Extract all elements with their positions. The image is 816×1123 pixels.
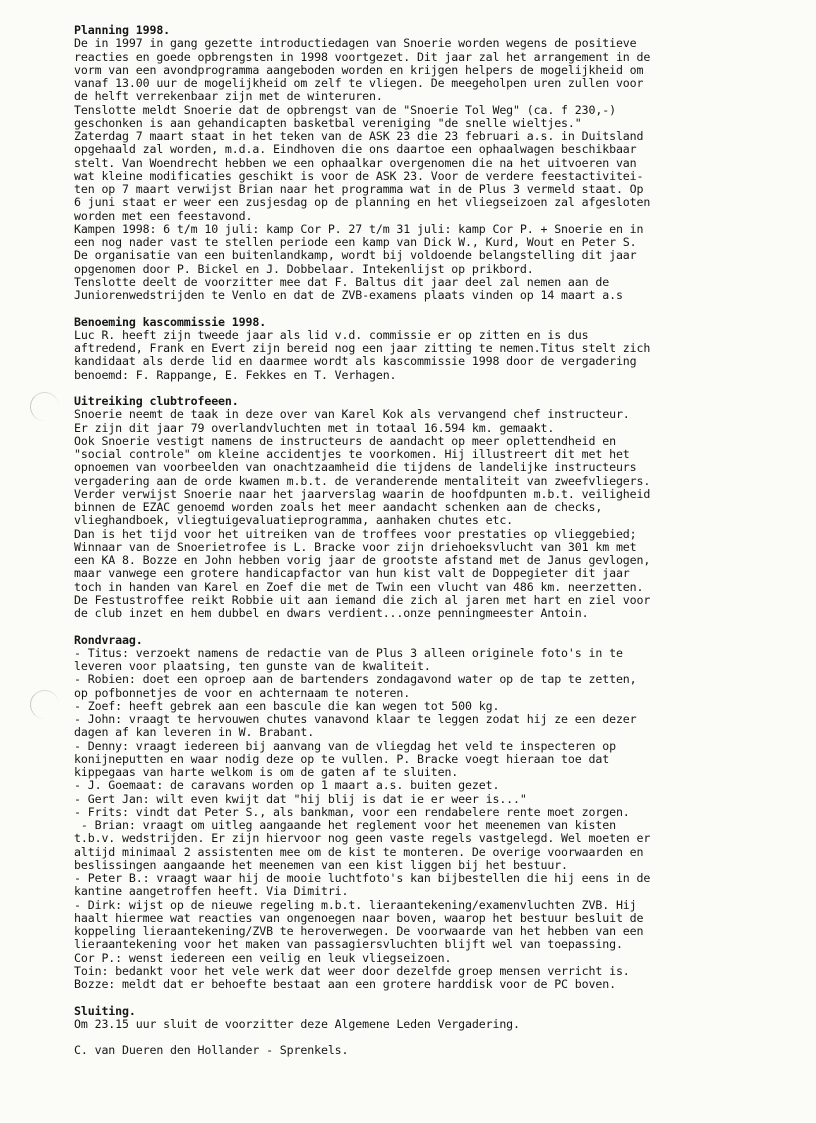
text-line: vorm van een avondprogramma aangeboden worden en krijgen helpers de mogelijkheid om [74,62,644,77]
text-line: vergadering aan de orde kwamen m.b.t. de veranderende mentaliteit van zweefvliegers. [74,473,651,488]
section [74,634,774,992]
text-line: geschonken is aan gehandicapten basketbal vereniging "de snelle wieltjes." [74,115,582,130]
text-line: - Gert Jan: wilt even kwijt dat "hij blij is dat ie er weer is..." [74,791,527,806]
text-line: altijd minimaal 2 assistenten mee om de kist te monteren. De overige voorwaarden en [74,844,644,859]
text-line: leveren voor plaatsing, ten gunste van de kwaliteit. [74,659,431,673]
text-line: - Titus: verzoekt namens de redactie van de Plus 3 alleen originele foto's in te [74,645,623,660]
section [74,24,774,302]
text-line: - Frits: vindt dat Peter S., als bankman, voor een rendabelere rente moet zorgen. [74,804,630,819]
text-line: wat kleine modificaties geschikt is voor de ASK 23. Voor de verdere feestactivitei- [74,168,644,183]
text-line: kandidaat als derde lid en daarmee wordt als kascommissie 1998 door de vergadering [74,354,637,369]
text-line: op pofbonnetjes de voor en achternaam te noteren. [74,685,411,700]
text-line: reacties en goede opbrengsten in 1998 voortgezet. Dit jaar zal het arrangement in de [74,49,651,64]
text-line: - J. Goemaat: de caravans worden op 1 maart a.s. buiten gezet. [74,778,500,793]
text-line: vlieghandboek, vliegtuigevaluatieprogramma, aanhaken chutes etc. [74,513,514,528]
punch-hole-top [30,392,59,421]
text-line: 6 juni staat er weer een zusjesdag op de planning en het vliegseizoen zal afgesloten [74,195,651,210]
text-line: Om 23.15 uur sluit de voorzitter deze Algemene Leden Vergadering. [74,1016,520,1031]
text-line: Verder verwijst Snoerie naar het jaarverslag waarin de hoofdpunten m.b.t. veiligheid [74,486,651,501]
document-page [74,24,774,1058]
text-line: - John: vraagt te hervouwen chutes vanavond klaar te leggen zodat hij ze een dezer [74,712,637,726]
text-line: een KA 8. Bozze en John hebben vorig jaar de grootste afstand met de Janus gevlogen, [74,553,651,567]
section-heading: Sluiting. [74,1003,136,1018]
text-line: stelt. Van Woendrecht hebben we een ophaalkar overgenomen die na het uitvoeren van [74,155,637,170]
text-line: Tenslotte deelt de voorzitter mee dat F. Baltus dit jaar deel zal nemen aan de [74,274,610,289]
text-line: haalt hiermee wat reacties van ongenoegen naar boven, waarop het bestuur besluit de [74,910,644,925]
section [74,395,774,620]
text-line: Luc R. heeft zijn tweede jaar als lid v.d. commissie er op zitten en is dus [74,327,589,342]
text-line: Bozze: meldt dat er behoefte bestaat aan een grotere harddisk voor de PC boven. [74,977,616,991]
text-line: De organisatie van een buitenlandkamp, wordt bij voldoende belangstelling dit jaar [74,248,637,263]
text-line: De in 1997 in gang gezette introductiedagen van Snoerie worden wegens de positieve [74,36,637,51]
text-line: lieraantekening voor het maken van passagiersvluchten blijft wel van toepassing. [74,937,623,952]
text-line: toch in handen van Karel en Zoef die met de Twin een vlucht van 486 km. neerzetten. [74,579,644,594]
text-line: - Robien: doet een oproep aan de bartenders zondagavond water op de tap te zetten, [74,672,637,687]
section-heading: Uitreiking clubtrofeeen. [74,394,239,408]
text-line: "social controle" om kleine accidentjes te voorkomen. Hij illustreert dit met het [74,447,630,461]
text-line: Snoerie neemt de taak in deze over van Karel Kok als vervangend chef instructeur. [74,407,630,422]
text-line: konijneputten en waar nodig deze op te vullen. P. Bracke voegt hieraan toe dat [74,751,610,766]
section [74,1005,774,1032]
text-line: maar vanwege een grotere handicapfactor van hun kist valt de Doppegieter dit jaar [74,566,630,581]
text-line: - Brian: vraagt om uitleg aangaande het reglement voor het meenemen van kisten [74,818,616,832]
section-heading: Rondvraag. [74,632,143,647]
text-line: Juniorenwedstrijden te Venlo en dat de ZVB-examens plaats vinden op 14 maart a.s [74,288,623,302]
text-line: binnen de EZAC genoemd worden zoals het meer aandacht schenken aan de checks, [74,500,603,514]
text-line: Kampen 1998: 6 t/m 10 juli: kamp Cor P. 27 t/m 31 juli: kamp Cor P. + Snoerie en in [74,221,644,236]
text-line: Er zijn dit jaar 79 overlandvluchten met in totaal 16.594 km. gemaakt. [74,420,555,435]
signature: C. van Dueren den Hollander - Sprenkels. [74,1043,349,1058]
text-line: Dan is het tijd voor het uitreiken van de troffees voor prestaties op vlieggebied; [74,526,637,541]
text-line: ten op 7 maart verwijst Brian naar het programma wat in de Plus 3 vermeld staat. Op [74,182,644,196]
punch-hole-bottom [30,690,59,719]
text-line: beslissingen aangaande het meenemen van een kist liggen bij het bestuur. [74,857,568,872]
text-line: kantine aangetroffen heeft. Via Dimitri. [74,884,349,899]
text-line: worden met een feestavond. [74,208,253,223]
text-line: - Dirk: wijst op de nieuwe regeling m.b.t. lieraantekening/examenvluchten ZVB. Hij [74,897,637,912]
text-line: Zaterdag 7 maart staat in het teken van de ASK 23 die 23 februari a.s. in Duitsland [74,129,644,143]
text-line: de club inzet en hem dubbel en dwars verdient...onze penningmeester Antoin. [74,606,589,620]
section-heading: Planning 1998. [74,23,171,37]
text-line: opgehaald zal worden, m.d.a. Eindhoven die ons daartoe een ophaalwagen beschikbaar [74,142,637,157]
text-line: Tenslotte meldt Snoerie dat de opbrengst van de "Snoerie Tol Weg" (ca. f 230,-) [74,102,616,117]
text-line: De Festustroffee reikt Robbie uit aan iemand die zich al jaren met hart en ziel voor [74,592,651,607]
text-line: koppeling lieraantekening/ZVB te heroverwegen. De voorwaarde van het hebben van een [74,924,644,938]
text-line: - Peter B.: vraagt waar hij de mooie luchtfoto's kan bijbestellen die hij eens in de [74,871,651,885]
text-line: een nog nader vast te stellen periode een kamp van Dick W., Kurd, Wout en Peter S. [74,235,637,249]
text-line: Cor P.: wenst iedereen een veilig en leuk vliegseizoen. [74,950,452,965]
section [74,316,774,382]
text-line: - Denny: vraagt iedereen bij aanvang van de vliegdag het veld te inspecteren op [74,738,616,753]
text-line: kippegaas van harte welkom is om de gaten af te sluiten. [74,765,459,779]
text-line: dagen af kan leveren in W. Brabant. [74,725,315,740]
text-line: Toin: bedankt voor het vele werk dat weer door dezelfde groep mensen verricht is. [74,963,630,978]
text-line: Winnaar van de Snoerietrofee is L. Bracke voor zijn driehoeksvlucht van 301 km met [74,539,637,554]
section-heading: Benoeming kascommissie 1998. [74,314,267,329]
text-line: opgenomen door P. Bickel en J. Dobbelaar. Intekenlijst op prikbord. [74,261,534,276]
text-line: vanaf 13.00 uur de mogelijkheid om zelf te vliegen. De meegeholpen uren zullen voor [74,76,644,90]
text-line: - Zoef: heeft gebrek aan een bascule die kan wegen tot 500 kg. [74,698,500,713]
text-line: de helft verrekenbaar zijn met de winteruren. [74,89,383,104]
text-line: opnoemen van voorbeelden van onachtzaamheid die tijdens de landelijke instructeurs [74,460,637,475]
text-line: benoemd: F. Rappange, E. Fekkes en T. Verhagen. [74,367,397,382]
text-line: aftredend, Frank en Evert zijn bereid nog een jaar zitting te nemen.Titus stelt zich [74,341,651,355]
text-line: t.b.v. wedstrijden. Er zijn hiervoor nog geen vaste regels vastgelegd. Wel moeten er [74,831,651,846]
text-line: Ook Snoerie vestigt namens de instructeurs de aandacht op meer oplettendheid en [74,433,616,448]
document-body [74,24,774,1031]
